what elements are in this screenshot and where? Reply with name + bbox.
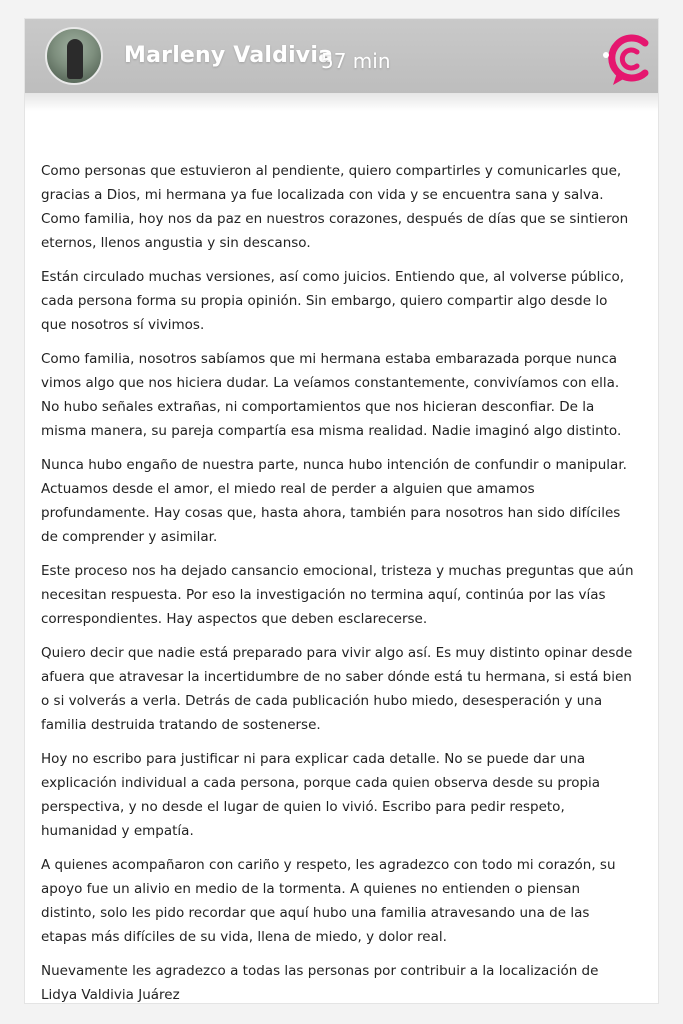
post-paragraph: Nunca hubo engaño de nuestra parte, nunca hubo intención de confundir o manipular. Actuamos desde el amor, el miedo real de perder a alguien que amamos profundamente. Hay cosas que, hasta ahora, también para nosotros han sido difíciles de comprender y asimilar. [41, 457, 627, 545]
post-paragraph: Como personas que estuvieron al pendiente, quiero compartirles y comunicarles que, gracias a Dios, mi hermana ya fue localizada con vida y se encuentra sana y salva. Como familia, hoy nos da paz en nuestros corazones, después de días que se sintieron eternos, llenos angustia y sin descanso. [41, 163, 629, 251]
post-time: 57 min [321, 49, 391, 73]
post-paragraph: A quienes acompañaron con cariño y respeto, les agradezco con todo mi corazón, su apoyo fue un alivio en medio de la tormenta. A quienes no entienden o piensan distinto, solo les pido recordar que aquí hubo una familia atravesando una de las etapas más difíciles de su vida, llena de miedo, y dolor real. [41, 857, 616, 945]
post-header [25, 19, 658, 93]
author-avatar[interactable] [45, 27, 103, 85]
post-card [24, 18, 659, 1004]
post-paragraph: Este proceso nos ha dejado cansancio emocional, tristeza y muchas preguntas que aún necesitan respuesta. Por eso la investigación no termina aquí, continúa por las vías correspondientes. Hay aspectos que deben esclarecerse. [41, 563, 634, 627]
post-paragraph: Como familia, nosotros sabíamos que mi hermana estaba embarazada porque nunca vimos algo que nos hiciera dudar. La veíamos constantemente, convivíamos con ella. No hubo señales extrañas, ni comportamientos que nos hicieran desconfiar. De la misma manera, su pareja compartía esa misma realidad. Nadie imaginó algo distinto. [41, 351, 622, 439]
post-paragraph: Están circulado muchas versiones, así como juicios. Entiendo que, al volverse público, cada persona forma su propia opinión. Sin embargo, quiero compartir algo desde lo que nosotros sí vivimos. [41, 269, 625, 333]
post-paragraph: Nuevamente les agradezco a todas las personas por contribuir a la localización de Lidya Valdivia Juárez [41, 963, 599, 1003]
post-paragraph: Hoy no escribo para justificar ni para explicar cada detalle. No se puede dar una explicación individual a cada persona, porque cada quien observa desde su propia perspectiva, y no desde el lugar de quien lo vivió. Escribo para pedir respeto, humanidad y empatía. [41, 751, 601, 839]
header-shadow [25, 93, 658, 111]
post-body [41, 159, 637, 1017]
author-name[interactable]: Marleny Valdivia [124, 43, 334, 68]
avatar-figure [67, 39, 83, 79]
brand-logo-icon [601, 29, 657, 89]
post-paragraph: Quiero decir que nadie está preparado para vivir algo así. Es muy distinto opinar desde afuera que atravesar la incertidumbre de no saber dónde está tu hermana, si está bien o si volverás a verla. Detrás de cada publicación hubo miedo, desesperación y una familia destruida tratando de sostenerse. [41, 645, 633, 733]
